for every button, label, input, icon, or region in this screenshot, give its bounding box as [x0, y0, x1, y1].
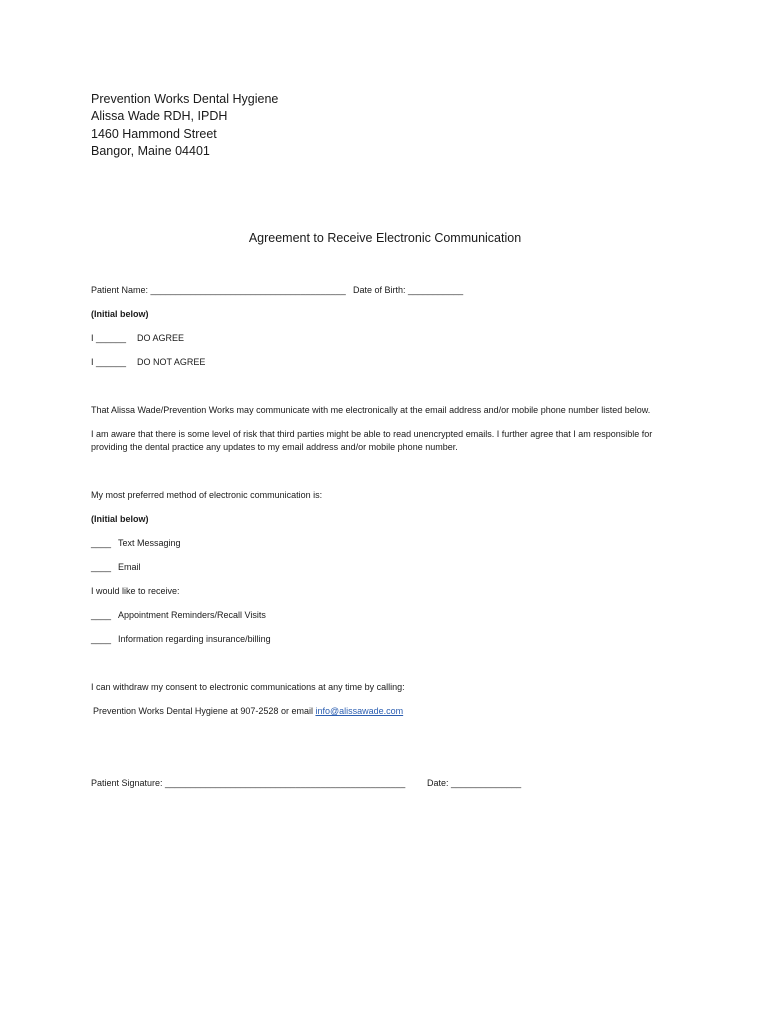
- contact-line: [93, 705, 403, 718]
- disagree-label: DO NOT AGREE: [137, 357, 206, 367]
- practice-name: Prevention Works Dental Hygiene: [91, 92, 279, 106]
- would-like-heading: I would like to receive:: [91, 586, 180, 596]
- consent-paragraph: That Alissa Wade/Prevention Works may communicate with me electronically at the email address and/or mobile phone number listed below.: [91, 405, 651, 415]
- city-address: Bangor, Maine 04401: [91, 144, 210, 158]
- agree-initial-blank: I ______: [91, 333, 127, 343]
- appointment-reminders-blank: ____: [91, 610, 112, 620]
- initial-below-label: (Initial below): [91, 309, 149, 319]
- email-blank: ____: [91, 562, 112, 572]
- risk-paragraph-line-2: providing the dental practice any updates to my email address and/or mobile phone number.: [91, 442, 458, 452]
- provider-name: Alissa Wade RDH, IPDH: [91, 109, 228, 123]
- street-address: 1460 Hammond Street: [91, 127, 217, 141]
- insurance-billing-label: Information regarding insurance/billing: [118, 634, 271, 644]
- initial-below-label-2: (Initial below): [91, 514, 149, 524]
- withdraw-consent-text: I can withdraw my consent to electronic communications at any time by calling:: [91, 682, 405, 692]
- email-label: Email: [118, 562, 141, 572]
- text-messaging-label: Text Messaging: [118, 538, 181, 548]
- text-messaging-blank: ____: [91, 538, 112, 548]
- patient-name-field: Patient Name: _______________________________________: [91, 285, 346, 295]
- contact-text: Prevention Works Dental Hygiene at 907-2528 or email: [93, 706, 316, 716]
- appointment-reminders-label: Appointment Reminders/Recall Visits: [118, 610, 266, 620]
- disagree-initial-blank: I ______: [91, 357, 127, 367]
- risk-paragraph-line-1: I am aware that there is some level of risk that third parties might be able to read unencrypted emails. I further agree that I am responsible for: [91, 429, 653, 439]
- insurance-billing-blank: ____: [91, 634, 112, 644]
- agree-label: DO AGREE: [137, 333, 185, 343]
- document-title: Agreement to Receive Electronic Communication: [248, 231, 522, 245]
- date-of-birth-field: Date of Birth: ___________: [353, 285, 464, 295]
- contact-email-link[interactable]: info@alissawade.com: [315, 706, 404, 716]
- signature-date-field: Date: ______________: [427, 778, 522, 788]
- preferred-method-heading: My most preferred method of electronic communication is:: [91, 490, 323, 500]
- patient-signature-field: Patient Signature: ________________________________________________: [91, 778, 406, 788]
